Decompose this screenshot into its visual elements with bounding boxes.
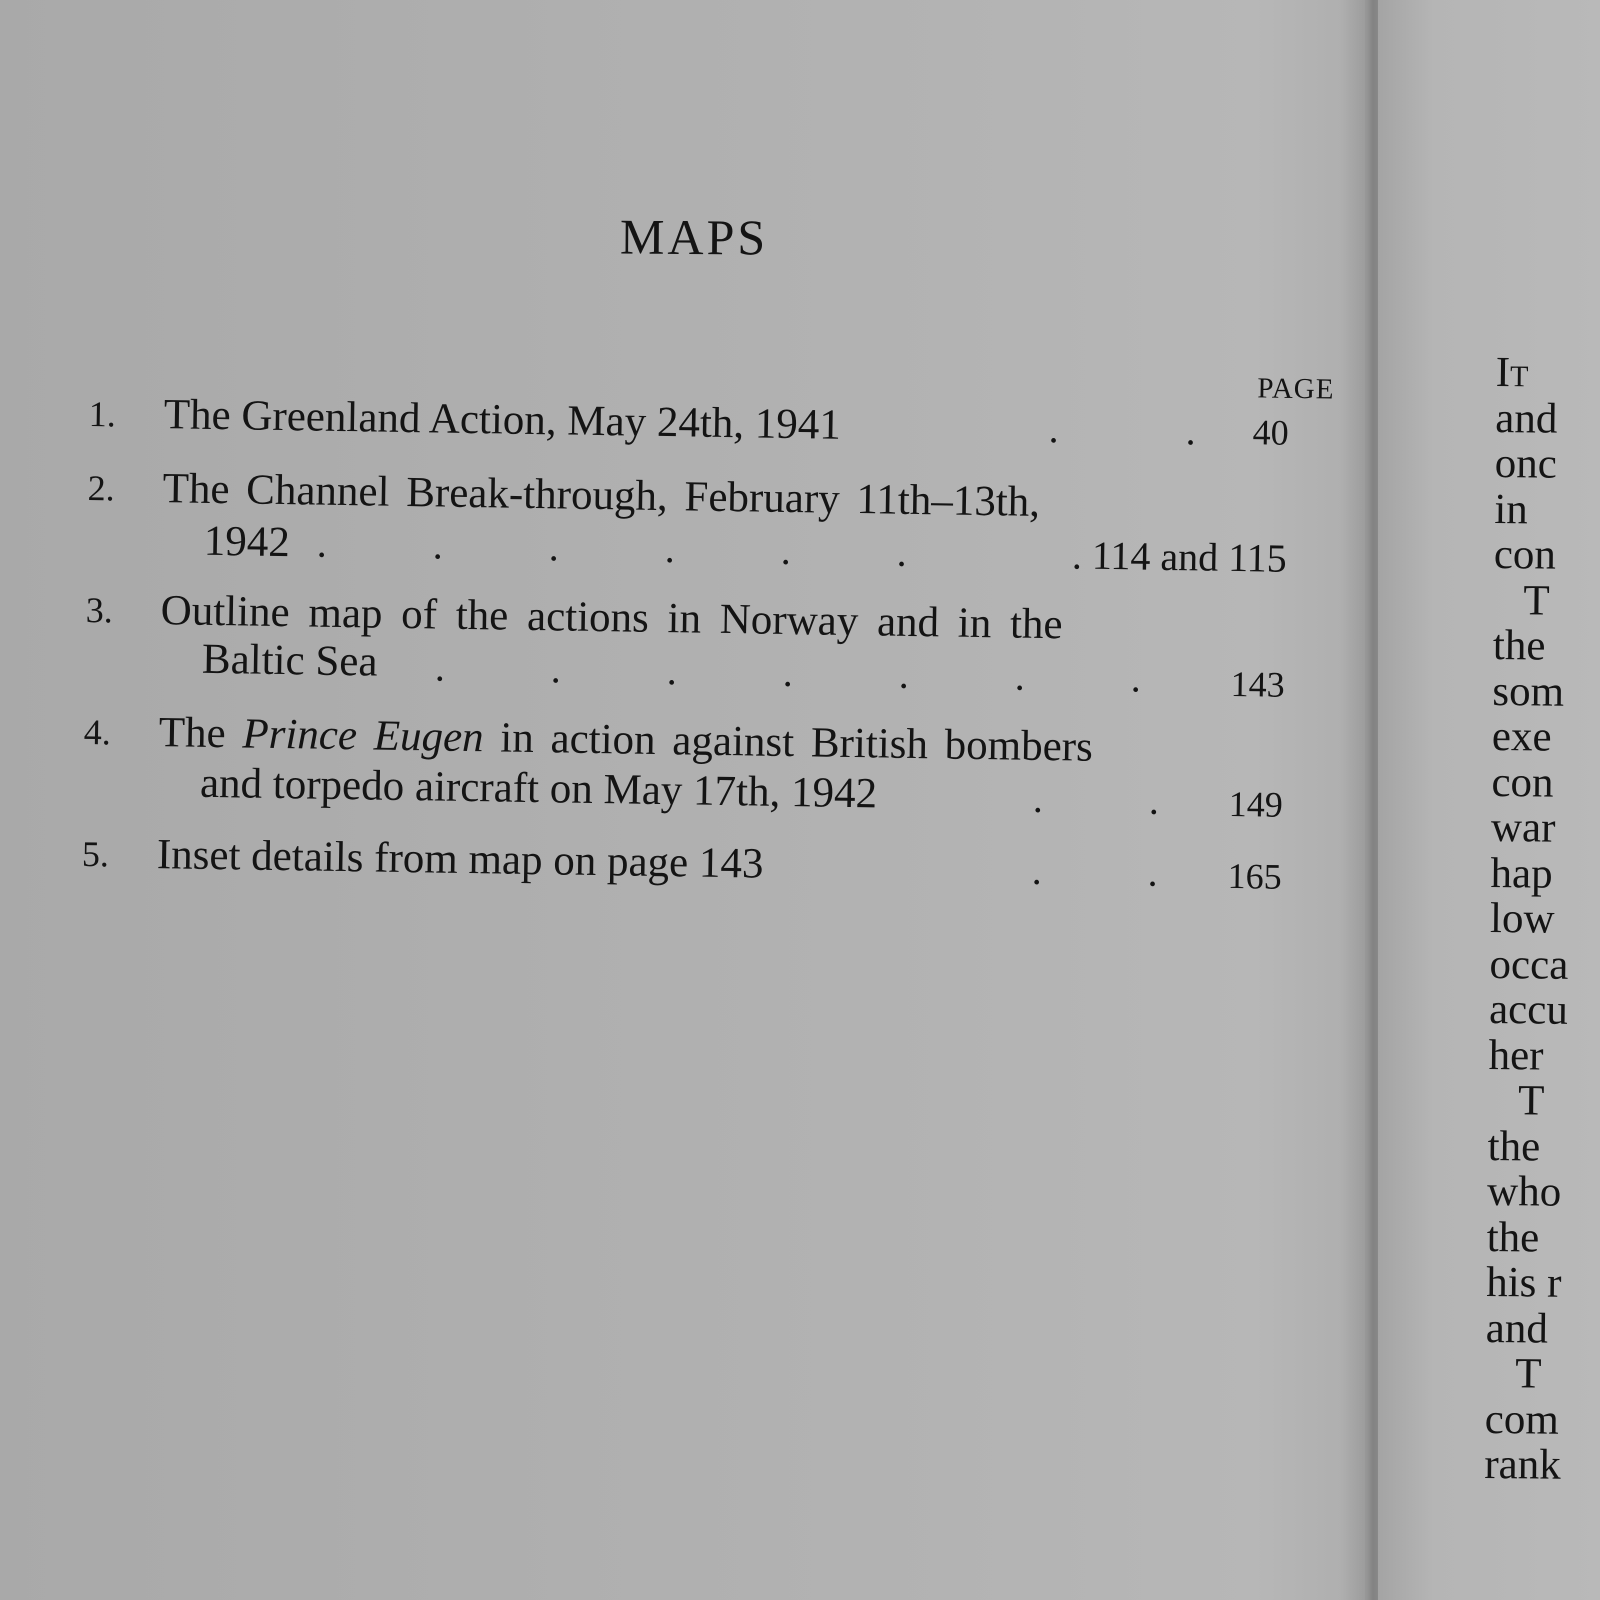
entry-title: The Greenland Action, May 24th, 1941 [163, 391, 842, 449]
map-entry-2 [87, 462, 1308, 581]
facing-line: rank [1484, 1440, 1561, 1489]
facing-line: com [1484, 1395, 1560, 1444]
facing-line: and [1485, 1304, 1549, 1353]
facing-line: the [1492, 621, 1546, 670]
page-column-label: PAGE [1257, 372, 1335, 406]
facing-line: exe [1491, 712, 1552, 761]
entry-title: Outline map of the actions in Norway and in the [160, 587, 1063, 649]
facing-line: T [1523, 576, 1550, 625]
dot-leader: . . [1048, 406, 1198, 454]
facing-line: accu [1488, 985, 1569, 1034]
entry-number: 3. [85, 589, 114, 631]
entry-page: . 114 and 115 [1071, 532, 1288, 581]
map-entry-3 [85, 584, 1306, 705]
entry-title-continued: Baltic Sea [201, 635, 378, 686]
entry-page: 40 [1252, 412, 1290, 453]
entry-title: The Channel Break-through, February 11th–13th, [162, 465, 1041, 526]
dot-leader: . . [1032, 775, 1161, 823]
entry-number: 4. [83, 711, 112, 753]
facing-line: his r [1485, 1258, 1562, 1307]
facing-line: occa [1489, 940, 1569, 989]
entry-number: 5. [81, 833, 110, 875]
dot-leader: . . . . . . . [434, 644, 1143, 701]
entry-page: 165 [1227, 855, 1283, 897]
entry-title: The Prince Eugen in action against British bombers [158, 709, 1094, 771]
facing-line: the [1486, 1213, 1540, 1262]
entry-page: 149 [1228, 783, 1284, 825]
facing-page-text [1484, 350, 1575, 1488]
facing-line: hap [1490, 849, 1553, 898]
facing-line: con [1491, 758, 1554, 807]
dot-leader: . . [1031, 847, 1160, 895]
facing-line: the [1487, 1122, 1541, 1171]
facing-line: low [1489, 894, 1555, 943]
map-entry-1 [88, 388, 1309, 454]
facing-line: onc [1494, 439, 1558, 488]
facing-line: and [1495, 394, 1558, 443]
facing-line: It [1495, 349, 1529, 397]
entry-number: 2. [87, 467, 115, 509]
entry-title-continued: and torpedo aircraft on May 17th, 1942 [199, 759, 878, 818]
map-entry-4 [83, 706, 1304, 825]
facing-page [1378, 0, 1600, 1600]
facing-line: in [1494, 485, 1529, 533]
ship-name: Prince Eugen [242, 710, 485, 762]
maps-list [80, 340, 1340, 980]
entry-number: 1. [88, 393, 117, 435]
facing-line: T [1517, 1077, 1545, 1125]
facing-line: her [1488, 1031, 1544, 1080]
facing-line: T [1515, 1350, 1542, 1398]
dot-leader: . . . . . . [316, 520, 909, 575]
entry-page: 143 [1230, 663, 1286, 705]
entry-title: Inset details from map on page 143 [156, 831, 764, 888]
facing-line: who [1486, 1167, 1562, 1216]
facing-line: war [1490, 803, 1556, 852]
facing-line: som [1492, 667, 1565, 716]
page-heading: MAPS [619, 208, 769, 266]
entry-title-continued: 1942 [203, 517, 291, 567]
facing-line: con [1493, 530, 1557, 579]
map-entry-5 [81, 828, 1302, 897]
